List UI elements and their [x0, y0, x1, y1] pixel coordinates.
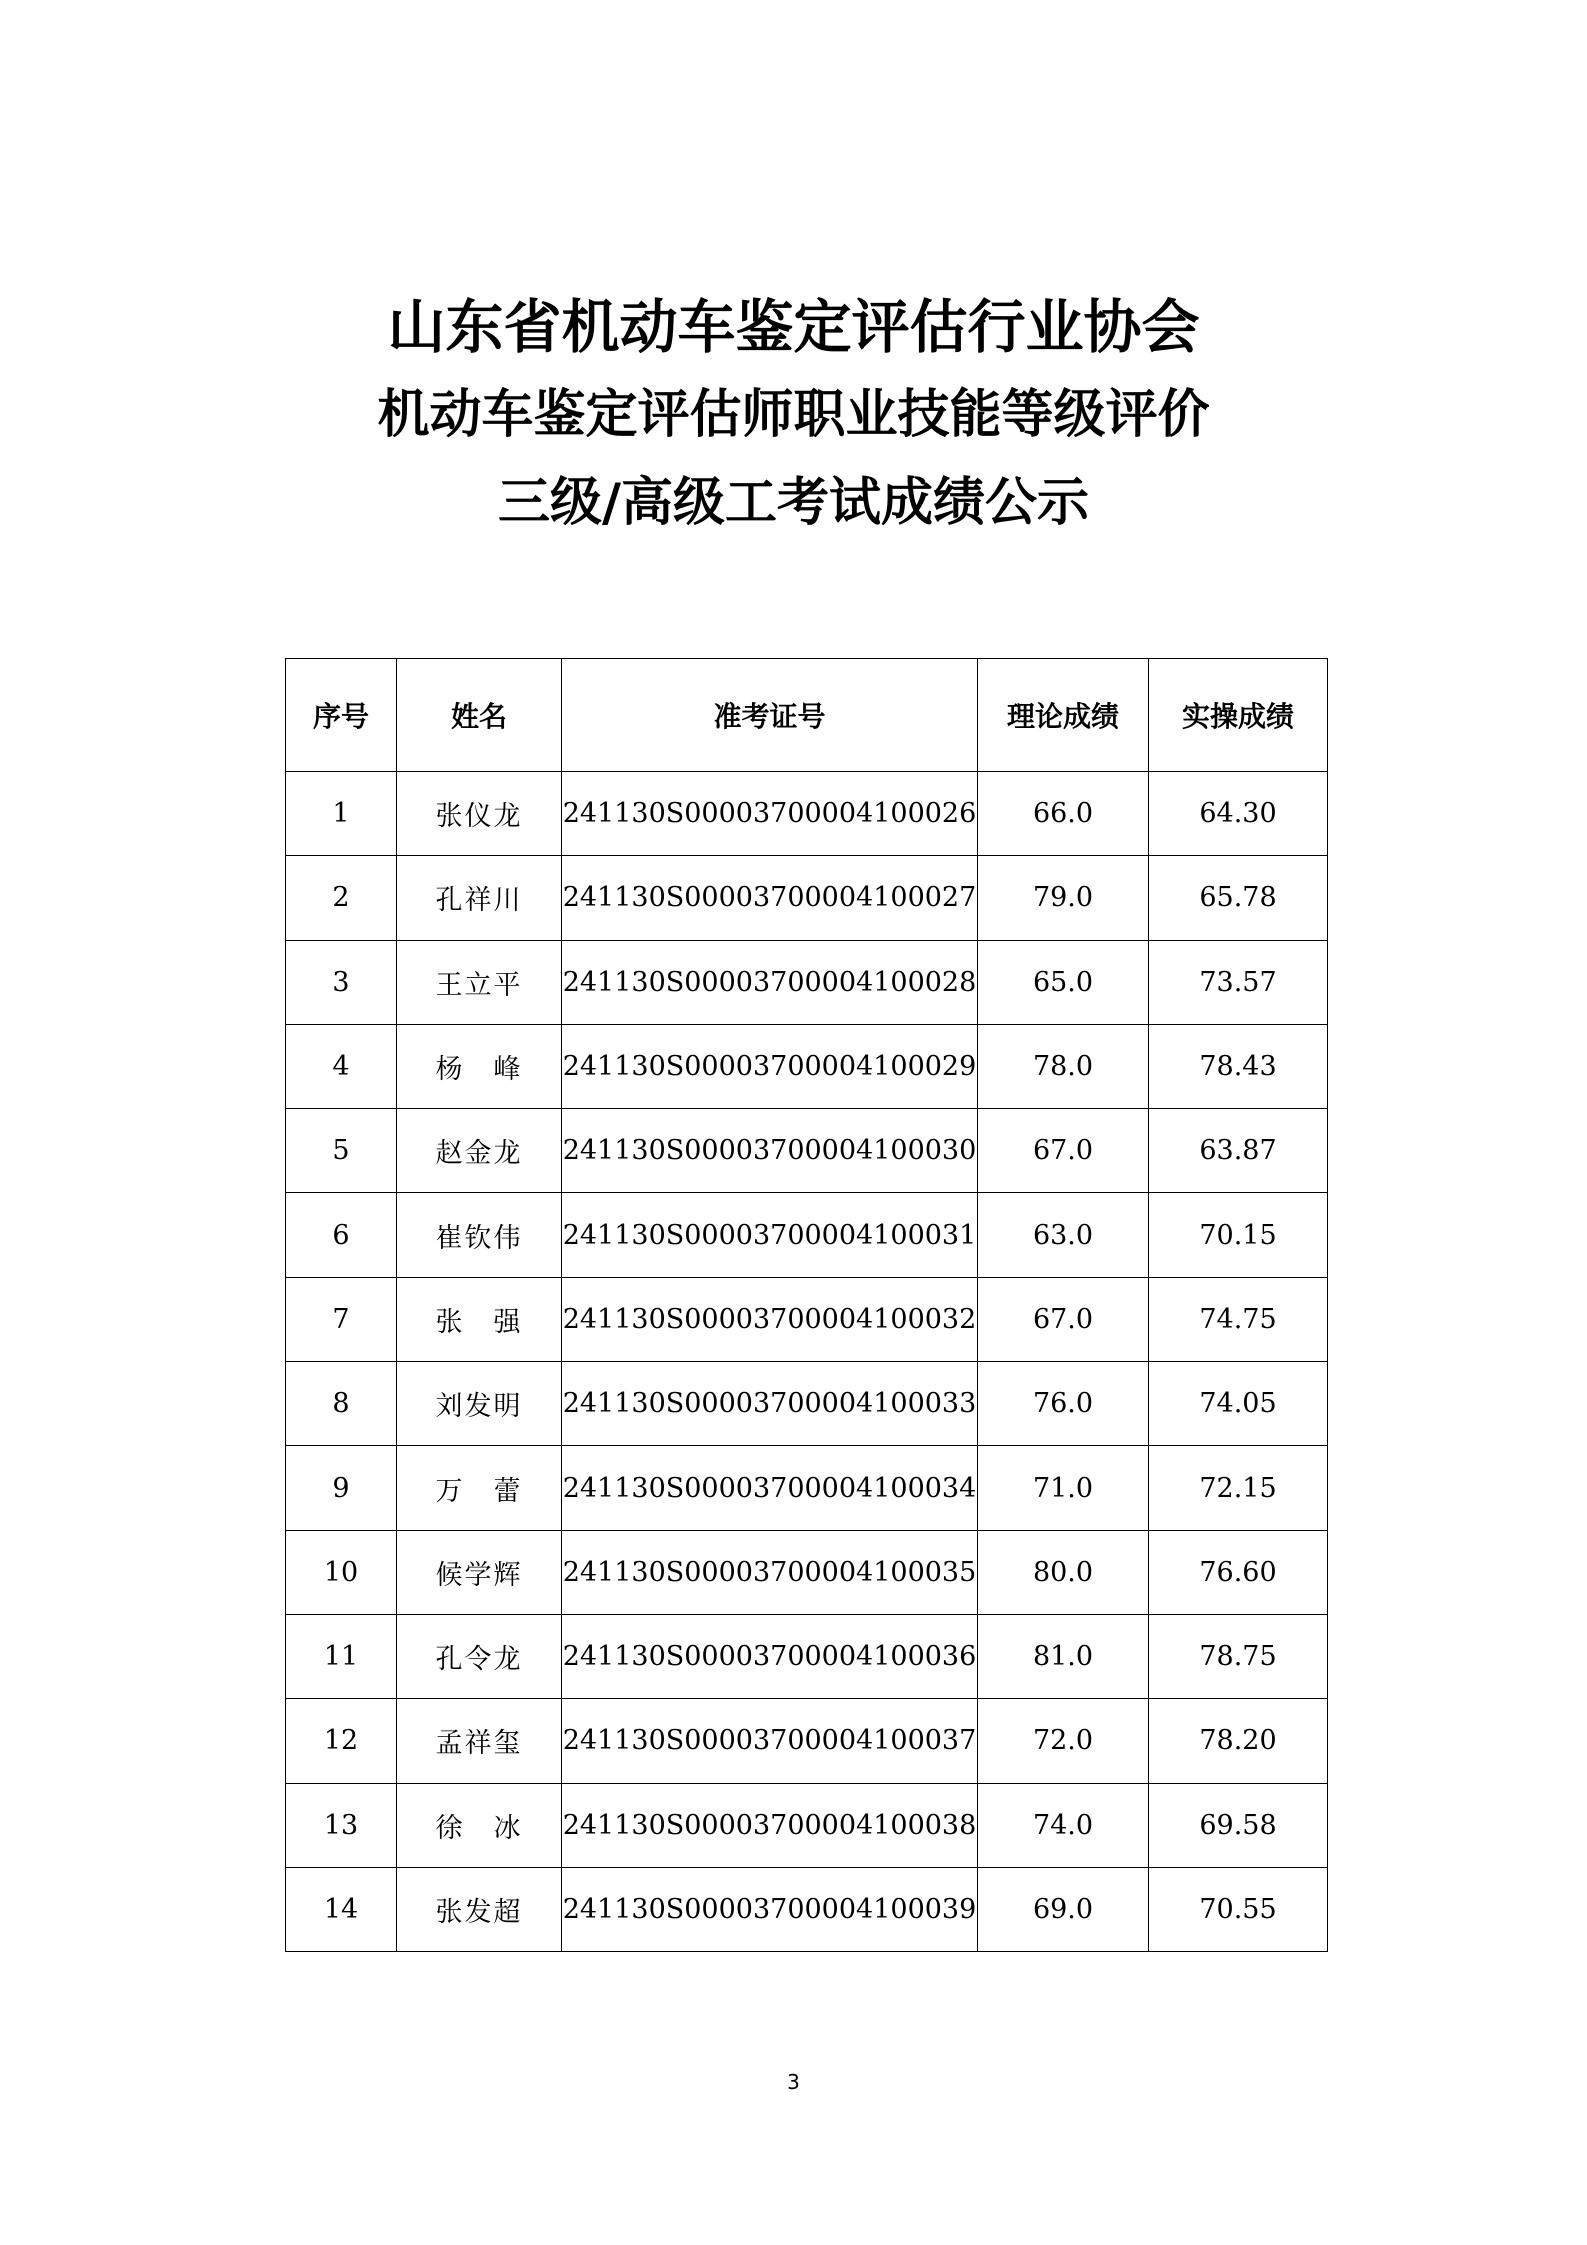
cell-name: 张发超	[397, 1867, 562, 1951]
table-body	[286, 772, 1328, 1952]
cell-cert-no: 241130S00003700004100035	[562, 1530, 978, 1614]
document-subtitle: 机动车鉴定评估师职业技能等级评价	[377, 385, 1210, 445]
cell-theory-score: 76.0	[978, 1362, 1149, 1446]
cell-practical-score: 76.60	[1149, 1530, 1328, 1614]
cell-cert-no: 241130S00003700004100027	[562, 856, 978, 940]
document-title-block	[0, 290, 1587, 536]
cell-name: 刘发明	[397, 1362, 562, 1446]
cell-index: 1	[286, 772, 397, 856]
table-header-row	[286, 659, 1328, 772]
cell-index: 12	[286, 1699, 397, 1783]
cell-name: 赵金龙	[397, 1109, 562, 1193]
cell-theory-score: 74.0	[978, 1783, 1149, 1867]
cell-name: 孔令龙	[397, 1614, 562, 1698]
cell-theory-score: 79.0	[978, 856, 1149, 940]
cell-name: 杨 峰	[397, 1024, 562, 1108]
cell-name: 孔祥川	[397, 856, 562, 940]
cell-practical-score: 78.75	[1149, 1614, 1328, 1698]
table-row	[286, 1614, 1328, 1698]
cell-name: 候学辉	[397, 1530, 562, 1614]
cell-cert-no: 241130S00003700004100032	[562, 1277, 978, 1361]
cell-index: 7	[286, 1277, 397, 1361]
cell-cert-no: 241130S00003700004100028	[562, 940, 978, 1024]
cell-practical-score: 78.20	[1149, 1699, 1328, 1783]
score-table	[285, 658, 1328, 1952]
header-practical-score: 实操成绩	[1149, 659, 1328, 772]
table-row	[286, 1446, 1328, 1530]
cell-practical-score: 65.78	[1149, 856, 1328, 940]
table-row	[286, 940, 1328, 1024]
cell-theory-score: 81.0	[978, 1614, 1149, 1698]
cell-index: 3	[286, 940, 397, 1024]
cell-theory-score: 69.0	[978, 1867, 1149, 1951]
cell-index: 13	[286, 1783, 397, 1867]
cell-cert-no: 241130S00003700004100037	[562, 1699, 978, 1783]
cell-practical-score: 64.30	[1149, 772, 1328, 856]
cell-cert-no: 241130S00003700004100026	[562, 772, 978, 856]
cell-theory-score: 72.0	[978, 1699, 1149, 1783]
cell-cert-no: 241130S00003700004100038	[562, 1783, 978, 1867]
cell-practical-score: 74.75	[1149, 1277, 1328, 1361]
cell-cert-no: 241130S00003700004100039	[562, 1867, 978, 1951]
cell-index: 9	[286, 1446, 397, 1530]
document-title: 山东省机动车鉴定评估行业协会	[387, 293, 1200, 361]
cell-practical-score: 70.15	[1149, 1193, 1328, 1277]
cell-theory-score: 67.0	[978, 1277, 1149, 1361]
cell-theory-score: 71.0	[978, 1446, 1149, 1530]
cell-cert-no: 241130S00003700004100031	[562, 1193, 978, 1277]
table-row	[286, 1277, 1328, 1361]
cell-practical-score: 72.15	[1149, 1446, 1328, 1530]
cell-index: 14	[286, 1867, 397, 1951]
header-name: 姓名	[397, 659, 562, 772]
cell-name: 孟祥玺	[397, 1699, 562, 1783]
table-row	[286, 1867, 1328, 1951]
cell-cert-no: 241130S00003700004100033	[562, 1362, 978, 1446]
table-row	[286, 772, 1328, 856]
table-row	[286, 1362, 1328, 1446]
cell-index: 8	[286, 1362, 397, 1446]
cell-cert-no: 241130S00003700004100036	[562, 1614, 978, 1698]
cell-name: 万 蕾	[397, 1446, 562, 1530]
cell-name: 徐 冰	[397, 1783, 562, 1867]
cell-index: 2	[286, 856, 397, 940]
cell-index: 5	[286, 1109, 397, 1193]
header-cert-no: 准考证号	[562, 659, 978, 772]
cell-cert-no: 241130S00003700004100030	[562, 1109, 978, 1193]
cell-cert-no: 241130S00003700004100029	[562, 1024, 978, 1108]
table-row	[286, 1530, 1328, 1614]
table-row	[286, 856, 1328, 940]
cell-practical-score: 70.55	[1149, 1867, 1328, 1951]
document-subtitle-2: 三级/高级工考试成绩公示	[498, 473, 1089, 533]
cell-index: 6	[286, 1193, 397, 1277]
cell-theory-score: 78.0	[978, 1024, 1149, 1108]
cell-theory-score: 63.0	[978, 1193, 1149, 1277]
cell-practical-score: 73.57	[1149, 940, 1328, 1024]
cell-theory-score: 67.0	[978, 1109, 1149, 1193]
cell-practical-score: 63.87	[1149, 1109, 1328, 1193]
cell-index: 11	[286, 1614, 397, 1698]
cell-cert-no: 241130S00003700004100034	[562, 1446, 978, 1530]
table-row	[286, 1024, 1328, 1108]
cell-practical-score: 69.58	[1149, 1783, 1328, 1867]
page-number: 3	[787, 2070, 800, 2094]
cell-practical-score: 78.43	[1149, 1024, 1328, 1108]
cell-theory-score: 66.0	[978, 772, 1149, 856]
cell-practical-score: 74.05	[1149, 1362, 1328, 1446]
cell-name: 张 强	[397, 1277, 562, 1361]
table-row	[286, 1109, 1328, 1193]
header-index: 序号	[286, 659, 397, 772]
cell-name: 崔钦伟	[397, 1193, 562, 1277]
cell-name: 王立平	[397, 940, 562, 1024]
header-theory-score: 理论成绩	[978, 659, 1149, 772]
table-row	[286, 1193, 1328, 1277]
table-row	[286, 1783, 1328, 1867]
cell-index: 4	[286, 1024, 397, 1108]
cell-theory-score: 80.0	[978, 1530, 1149, 1614]
table-row	[286, 1699, 1328, 1783]
cell-index: 10	[286, 1530, 397, 1614]
cell-name: 张仪龙	[397, 772, 562, 856]
cell-theory-score: 65.0	[978, 940, 1149, 1024]
